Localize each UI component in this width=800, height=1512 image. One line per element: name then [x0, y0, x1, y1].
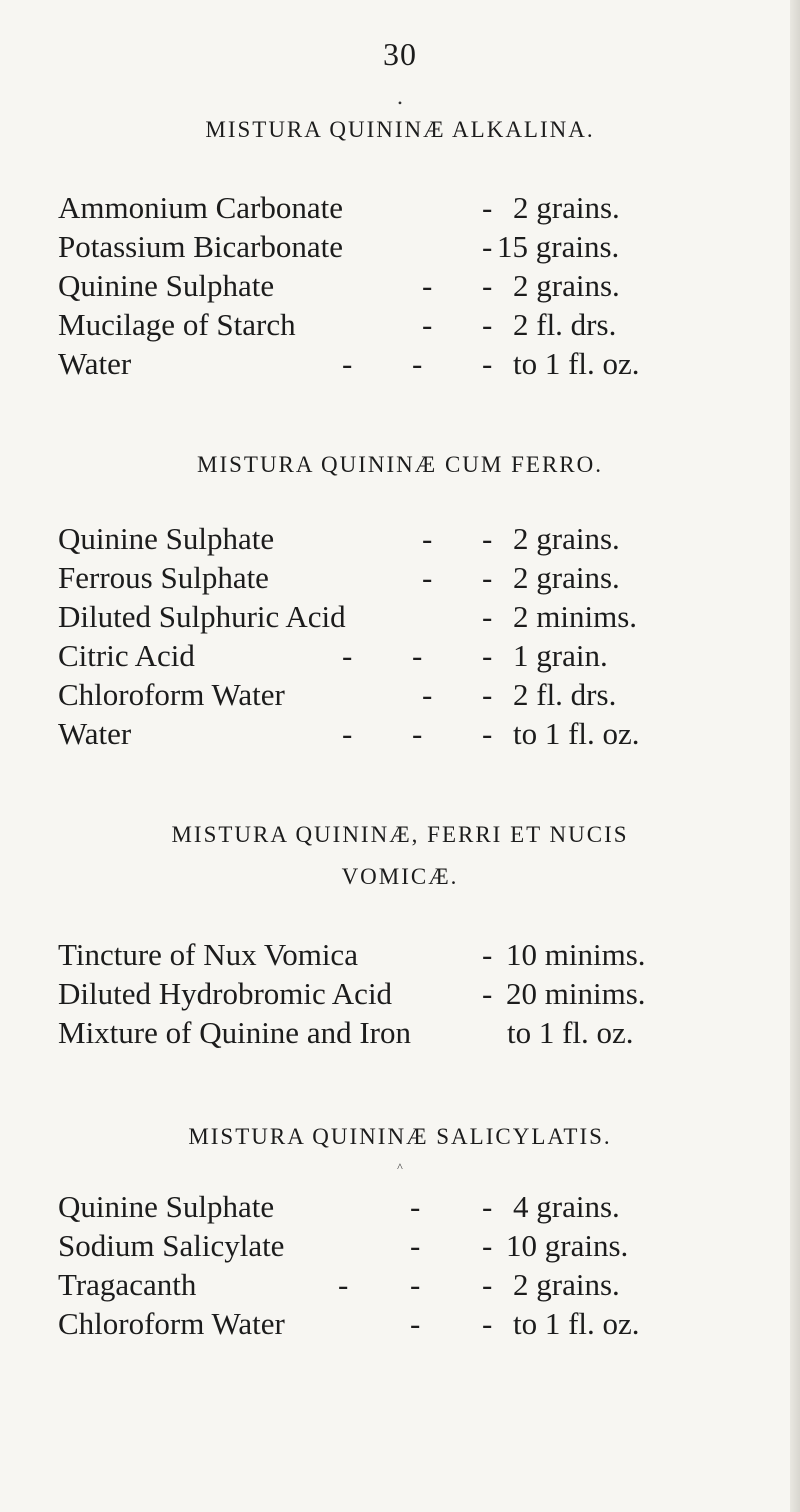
leader-dash: - [482, 1189, 493, 1224]
ingredient-amount: 2 fl. drs. [513, 677, 617, 712]
ingredient-amount: to 1 fl. oz. [513, 1306, 640, 1341]
ingredient-name: Citric Acid [58, 638, 195, 673]
ingredient-name: Ammonium Carbonate [58, 190, 343, 225]
ingredient-row [0, 189, 800, 227]
leader-dash: - [482, 976, 493, 1011]
leader-dash: - [482, 1267, 493, 1302]
ingredient-name: Chloroform Water [58, 1306, 285, 1341]
ingredient-name: Mucilage of Starch [58, 307, 296, 342]
ingredient-name: Mixture of Quinine and Iron [58, 1015, 411, 1050]
ornament-dot: • [397, 96, 403, 110]
ingredient-row [0, 267, 800, 305]
ingredient-row [0, 975, 800, 1013]
leader-dash: - [412, 346, 423, 381]
ingredient-amount: 20 minims. [506, 976, 646, 1011]
ingredient-amount: to 1 fl. oz. [507, 1015, 634, 1050]
ingredient-row [0, 1014, 800, 1052]
section-heading: MISTURA QUININÆ CUM FERRO. [197, 452, 603, 477]
ingredient-name: Potassium Bicarbonate [58, 229, 343, 264]
leader-dash: - [482, 1228, 493, 1263]
leader-dash: - [342, 638, 353, 673]
leader-dash: - [412, 638, 423, 673]
ingredient-row [0, 715, 800, 753]
leader-dash: - [482, 268, 493, 303]
leader-dash: - [342, 716, 353, 751]
leader-dash: - [482, 560, 493, 595]
leader-dash: - [482, 599, 493, 634]
ingredient-amount: 15 grains. [497, 229, 620, 264]
ingredient-row [0, 1227, 800, 1265]
leader-dash: - [422, 268, 433, 303]
ingredient-name: Quinine Sulphate [58, 521, 275, 556]
leader-dash: - [482, 716, 493, 751]
ingredient-amount: to 1 fl. oz. [513, 716, 640, 751]
ornament-caret: ^ [397, 1160, 403, 1174]
ingredient-row [0, 936, 800, 974]
leader-dash: - [482, 346, 493, 381]
leader-dash: - [482, 937, 493, 972]
leader-dash: - [482, 638, 493, 673]
leader-dash: - [342, 346, 353, 381]
ingredient-name: Tincture of Nux Vomica [58, 937, 358, 972]
leader-dash: - [482, 307, 493, 342]
ingredient-amount: 2 minims. [513, 599, 638, 634]
leader-dash: - [410, 1267, 421, 1302]
ingredient-amount: to 1 fl. oz. [513, 346, 640, 381]
leader-dash: - [482, 229, 493, 264]
section-heading: MISTURA QUININÆ, FERRI ET NUCIS [171, 822, 629, 847]
ingredient-amount: 2 grains. [513, 521, 620, 556]
leader-dash: - [410, 1306, 421, 1341]
ingredient-name: Diluted Hydrobromic Acid [58, 976, 393, 1011]
ingredient-amount: 1 grain. [513, 638, 608, 673]
ingredient-amount: 10 grains. [506, 1228, 629, 1263]
page-number: 30 [383, 36, 417, 72]
ingredient-row [0, 1188, 800, 1226]
ingredient-row [0, 228, 800, 266]
ingredient-amount: 2 grains. [513, 1267, 620, 1302]
ingredient-amount: 2 grains. [513, 560, 620, 595]
ingredient-amount: 2 grains. [513, 190, 620, 225]
ingredient-row [0, 306, 800, 344]
ingredient-row [0, 676, 800, 714]
leader-dash: - [482, 190, 493, 225]
ingredient-row [0, 520, 800, 558]
leader-dash: - [482, 1306, 493, 1341]
ingredient-amount: 2 fl. drs. [513, 307, 617, 342]
ingredient-name: Sodium Salicylate [58, 1228, 285, 1263]
section-heading: MISTURA QUININÆ ALKALINA. [205, 117, 595, 142]
ingredient-amount: 2 grains. [513, 268, 620, 303]
leader-dash: - [482, 677, 493, 712]
leader-dash: - [410, 1189, 421, 1224]
ingredient-name: Quinine Sulphate [58, 1189, 275, 1224]
ingredient-name: Diluted Sulphuric Acid [58, 599, 346, 634]
leader-dash: - [482, 521, 493, 556]
ingredient-row [0, 637, 800, 675]
leader-dash: - [338, 1267, 349, 1302]
section-heading-continued: VOMICÆ. [341, 864, 459, 889]
ingredient-name: Chloroform Water [58, 677, 285, 712]
ingredient-name: Ferrous Sulphate [58, 560, 269, 595]
ingredient-row [0, 598, 800, 636]
ingredient-row [0, 1305, 800, 1343]
leader-dash: - [422, 677, 433, 712]
leader-dash: - [422, 560, 433, 595]
ingredient-row [0, 1266, 800, 1304]
leader-dash: - [412, 716, 423, 751]
leader-dash: - [410, 1228, 421, 1263]
ingredient-name: Water [58, 346, 132, 381]
ingredient-name: Water [58, 716, 132, 751]
ingredient-amount: 4 grains. [513, 1189, 620, 1224]
leader-dash: - [422, 521, 433, 556]
section-heading: MISTURA QUININÆ SALICYLATIS. [188, 1124, 612, 1149]
leader-dash: - [422, 307, 433, 342]
ingredient-row [0, 345, 800, 383]
ingredient-name: Tragacanth [58, 1267, 197, 1302]
ingredient-amount: 10 minims. [506, 937, 646, 972]
ingredient-name: Quinine Sulphate [58, 268, 275, 303]
ingredient-row [0, 559, 800, 597]
